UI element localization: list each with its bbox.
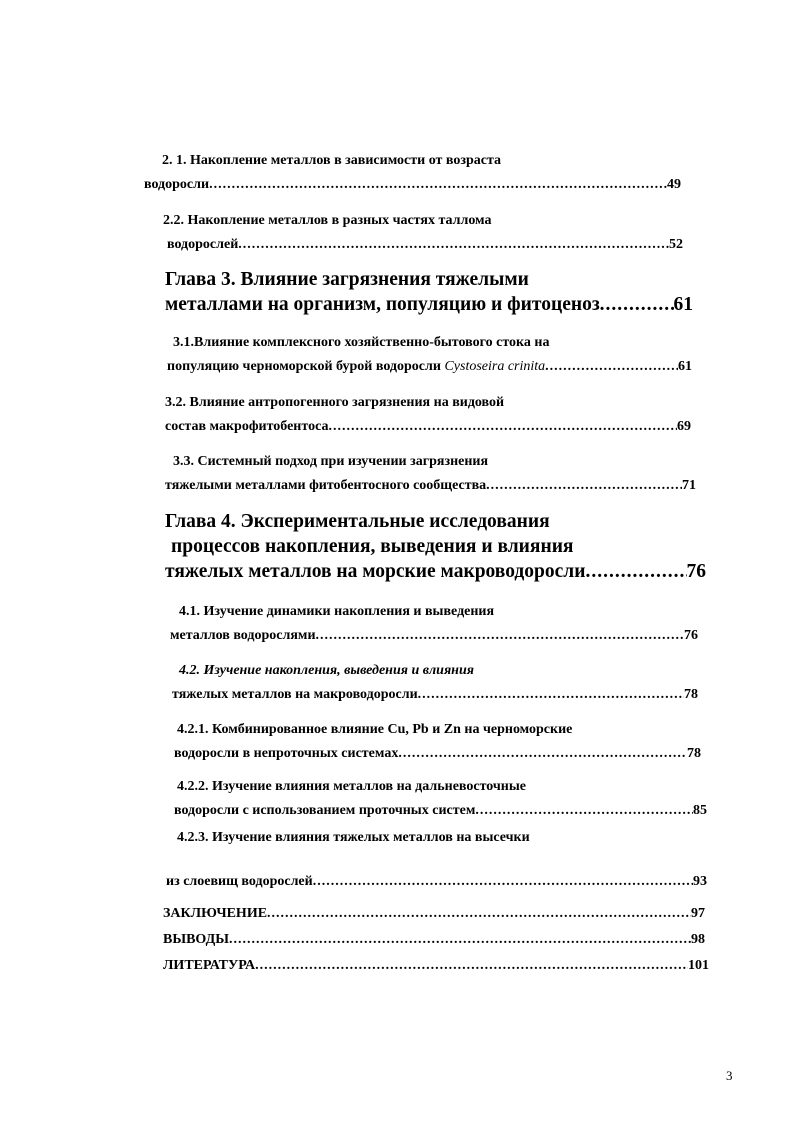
toc-entry-literature[interactable] <box>163 954 709 978</box>
dot-leader <box>585 559 686 584</box>
toc-entry-title-cont: металлов водорослями <box>170 628 316 643</box>
toc-entry-title: ЗАКЛЮЧЕНИЕ <box>163 906 268 921</box>
dot-leader <box>398 742 687 766</box>
dot-leader <box>600 292 674 317</box>
dot-leader <box>209 173 667 197</box>
toc-entry-2-1[interactable] <box>144 149 681 197</box>
toc-entry-title: 3.2. Влияние антропогенного загрязнения на видовой <box>165 395 505 410</box>
toc-entry-leader-line <box>144 173 681 197</box>
toc-page-number: 69 <box>677 419 691 434</box>
toc-chapter-3[interactable] <box>165 267 693 317</box>
dot-leader <box>267 902 691 926</box>
toc-entry-title: 4.2.3. Изучение влияния тяжелых металлов на высечки <box>177 830 530 845</box>
chapter-title-cont: металлами на организм, популяцию и фитоценоз <box>165 294 600 315</box>
chapter-leader-line <box>165 292 693 317</box>
toc-entry-leader-line <box>163 954 709 978</box>
toc-entry-leader-line <box>174 742 701 766</box>
dot-leader <box>486 474 682 498</box>
dot-leader <box>545 355 678 379</box>
toc-entry-title: 4.2.2. Изучение влияния металлов на дальневосточные <box>177 779 527 794</box>
chapter-title-cont: тяжелых металлов на морские макроводоросли <box>165 561 586 582</box>
toc-entry-leader-line <box>165 415 691 439</box>
toc-page-number: 97 <box>691 906 705 921</box>
toc-entry-4-2-3[interactable] <box>166 826 707 894</box>
chapter-leader-line <box>165 559 706 584</box>
toc-entry-4-2-1[interactable] <box>174 718 701 766</box>
toc-entry-leader-line <box>172 683 698 707</box>
dot-leader <box>328 415 677 439</box>
toc-page-number: 76 <box>684 628 698 643</box>
toc-chapter-4[interactable] <box>165 509 706 584</box>
chapter-title: Глава 3. Влияние загрязнения тяжелыми <box>165 269 529 290</box>
toc-entry-title: 2. 1. Накопление металлов в зависимости от возраста <box>162 153 502 168</box>
toc-entry-title: 3.1.Влияние комплексного хозяйственно-бытового стока на <box>173 335 550 350</box>
toc-entry-4-2[interactable] <box>172 659 698 707</box>
toc-entry-title-cont: тяжелыми металлами фитобентосного сообщества <box>165 478 487 493</box>
toc-entry-title-cont: из слоевищ водорослей <box>166 874 313 889</box>
toc-entry-title: 2.2. Накопление металлов в разных частях таллома <box>163 213 492 228</box>
toc-page-number: 101 <box>688 958 709 973</box>
toc-entry-2-2[interactable] <box>163 209 683 257</box>
page-number: 3 <box>726 1068 733 1083</box>
toc-entry-3-1[interactable] <box>167 331 692 379</box>
toc-page-number: 49 <box>667 177 681 192</box>
toc-entry-title: 3.3. Системный подход при изучении загрязнения <box>173 454 489 469</box>
toc-entry-leader-line <box>166 870 707 894</box>
toc-entry-leader-line <box>163 928 705 952</box>
toc-entry-title: 4.2.1. Комбинированное влияние Cu, Pb и Zn на черноморские <box>177 722 573 737</box>
dot-leader <box>475 799 693 823</box>
toc-entry-3-2[interactable] <box>165 391 691 439</box>
toc-entry-title-cont: водоросли с использованием проточных систем <box>174 803 476 818</box>
toc-entry-title: 4.2. Изучение накопления, выведения и влияния <box>179 663 474 678</box>
toc-page-number: 52 <box>669 237 683 252</box>
toc-entry-leader-line <box>174 799 707 823</box>
toc-entry-leader-line <box>163 233 683 257</box>
dot-leader <box>418 683 684 707</box>
chapter-title-cont: процессов накопления, выведения и влияния <box>171 536 574 557</box>
toc-page-number: 93 <box>693 874 707 889</box>
toc-entry-3-3[interactable] <box>165 450 696 498</box>
toc-page-number: 85 <box>693 803 707 818</box>
toc-page-number: 71 <box>682 478 696 493</box>
toc-entry-leader-line <box>170 624 698 648</box>
toc-entry-title-cont: состав макрофитобентоса <box>165 419 329 434</box>
dot-leader <box>229 928 691 952</box>
toc-entry-title: ВЫВОДЫ <box>163 932 229 947</box>
toc-entry-4-1[interactable] <box>170 600 698 648</box>
toc-entry-leader-line <box>163 902 705 926</box>
toc-page-number: 98 <box>691 932 705 947</box>
toc-entry-findings[interactable] <box>163 928 705 952</box>
toc-entry-title-text: популяцию черноморской бурой водоросли <box>167 359 441 374</box>
dot-leader <box>316 624 684 648</box>
toc-entry-conclusion[interactable] <box>163 902 705 926</box>
toc-entry-4-2-2[interactable] <box>174 775 707 823</box>
toc-page-number: 61 <box>678 359 692 374</box>
toc-entry-title: ЛИТЕРАТУРА <box>163 958 256 973</box>
dot-leader <box>313 870 693 894</box>
toc-page-number: 78 <box>684 687 698 702</box>
dot-leader <box>238 233 669 257</box>
toc-page-number: 78 <box>687 746 701 761</box>
chapter-title: Глава 4. Экспериментальные исследования <box>165 511 550 532</box>
toc-page-number: 61 <box>673 294 693 315</box>
toc-entry-leader-line <box>165 474 696 498</box>
toc-page-number: 76 <box>686 561 706 582</box>
species-name: Cystoseira crinita <box>444 359 546 374</box>
toc-entry-title: 4.1. Изучение динамики накопления и выведения <box>179 604 495 619</box>
dot-leader <box>255 954 688 978</box>
toc-entry-leader-line <box>167 355 692 379</box>
toc-entry-title-cont: водоросли <box>144 177 210 192</box>
toc-entry-title-cont <box>167 355 545 379</box>
toc-entry-title-cont: водоросли в непроточных системах <box>174 746 399 761</box>
toc-entry-title-cont: водорослей <box>167 237 239 252</box>
toc-entry-title-cont: тяжелых металлов на макроводоросли <box>172 687 418 702</box>
